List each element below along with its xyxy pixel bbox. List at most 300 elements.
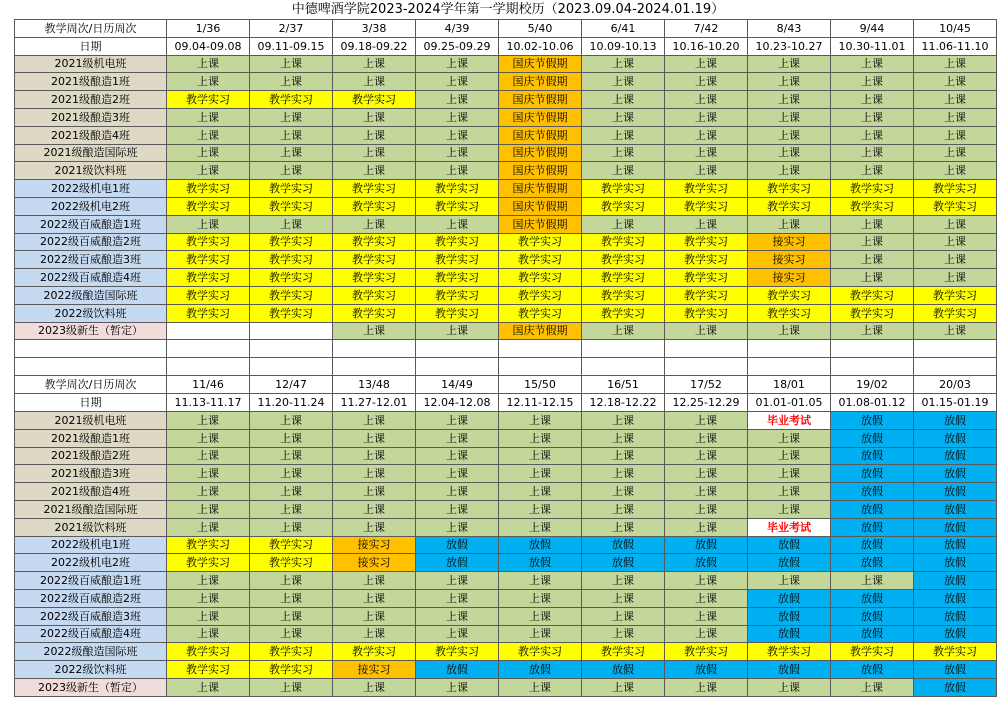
class-row bbox=[15, 144, 997, 162]
schedule-cell: 上课 bbox=[499, 411, 582, 429]
class-row bbox=[15, 678, 997, 696]
schedule-cell: 上课 bbox=[582, 572, 665, 590]
date-range-cell: 12.25-12.29 bbox=[665, 394, 748, 412]
class-row bbox=[15, 233, 997, 251]
date-range-cell: 10.02-10.06 bbox=[499, 37, 582, 55]
class-name-cell: 2022级百威酿造4班 bbox=[15, 269, 167, 287]
schedule-cell: 上课 bbox=[499, 625, 582, 643]
schedule-cell: 教学实习 bbox=[582, 233, 665, 251]
schedule-cell: 接实习 bbox=[748, 251, 831, 269]
empty-cell bbox=[831, 358, 914, 376]
schedule-cell: 上课 bbox=[582, 55, 665, 73]
schedule-cell: 上课 bbox=[333, 215, 416, 233]
schedule-cell: 教学实习 bbox=[665, 180, 748, 198]
schedule-cell: 放假 bbox=[499, 554, 582, 572]
schedule-cell: 上课 bbox=[333, 108, 416, 126]
schedule-cell: 教学实习 bbox=[914, 180, 997, 198]
schedule-cell: 上课 bbox=[831, 144, 914, 162]
schedule-cell: 上课 bbox=[665, 678, 748, 696]
schedule-cell: 上课 bbox=[748, 55, 831, 73]
schedule-cell: 接实习 bbox=[748, 233, 831, 251]
schedule-cell: 上课 bbox=[582, 678, 665, 696]
schedule-cell: 上课 bbox=[167, 73, 250, 91]
schedule-cell: 上课 bbox=[914, 215, 997, 233]
schedule-cell: 教学实习 bbox=[665, 233, 748, 251]
schedule-cell: 教学实习 bbox=[333, 197, 416, 215]
schedule-cell: 教学实习 bbox=[167, 91, 250, 109]
schedule-cell: 上课 bbox=[416, 483, 499, 501]
schedule-cell: 上课 bbox=[167, 162, 250, 180]
schedule-cell: 教学实习 bbox=[416, 286, 499, 304]
class-row bbox=[15, 304, 997, 322]
schedule-cell: 教学实习 bbox=[582, 269, 665, 287]
class-name-cell: 2021级机电班 bbox=[15, 411, 167, 429]
class-name-cell: 2022级机电2班 bbox=[15, 554, 167, 572]
schedule-cell: 教学实习 bbox=[250, 233, 333, 251]
schedule-cell: 国庆节假期 bbox=[499, 73, 582, 91]
schedule-cell: 上课 bbox=[167, 447, 250, 465]
schedule-cell: 教学实习 bbox=[416, 251, 499, 269]
class-row bbox=[15, 180, 997, 198]
schedule-cell: 上课 bbox=[665, 625, 748, 643]
schedule-cell: 教学实习 bbox=[499, 304, 582, 322]
schedule-cell: 教学实习 bbox=[333, 643, 416, 661]
date-header-label: 日期 bbox=[15, 394, 167, 412]
schedule-cell: 上课 bbox=[416, 678, 499, 696]
schedule-cell: 国庆节假期 bbox=[499, 197, 582, 215]
week-number-cell: 13/48 bbox=[333, 376, 416, 394]
schedule-cell: 上课 bbox=[665, 447, 748, 465]
schedule-cell: 教学实习 bbox=[250, 643, 333, 661]
class-name-cell: 2021级酿造国际班 bbox=[15, 144, 167, 162]
schedule-cell: 上课 bbox=[167, 589, 250, 607]
schedule-cell: 上课 bbox=[582, 411, 665, 429]
date-range-cell: 09.18-09.22 bbox=[333, 37, 416, 55]
schedule-cell: 上课 bbox=[333, 322, 416, 340]
class-row bbox=[15, 108, 997, 126]
date-range-cell: 10.09-10.13 bbox=[582, 37, 665, 55]
schedule-cell: 放假 bbox=[748, 554, 831, 572]
schedule-cell: 放假 bbox=[831, 500, 914, 518]
schedule-cell: 放假 bbox=[665, 661, 748, 679]
schedule-cell: 教学实习 bbox=[416, 643, 499, 661]
schedule-cell: 教学实习 bbox=[416, 304, 499, 322]
schedule-cell: 上课 bbox=[333, 625, 416, 643]
schedule-cell: 上课 bbox=[748, 126, 831, 144]
schedule-cell: 放假 bbox=[831, 447, 914, 465]
schedule-cell: 教学实习 bbox=[250, 536, 333, 554]
class-name-cell: 2022级百威酿造2班 bbox=[15, 589, 167, 607]
schedule-cell: 上课 bbox=[167, 607, 250, 625]
class-name-cell: 2022级酿造国际班 bbox=[15, 643, 167, 661]
schedule-cell: 上课 bbox=[914, 322, 997, 340]
schedule-cell: 上课 bbox=[416, 589, 499, 607]
schedule-cell: 上课 bbox=[665, 73, 748, 91]
schedule-cell: 上课 bbox=[167, 465, 250, 483]
schedule-cell: 教学实习 bbox=[167, 643, 250, 661]
class-name-cell: 2021级酿造国际班 bbox=[15, 500, 167, 518]
class-name-cell: 2021级酿造1班 bbox=[15, 429, 167, 447]
schedule-cell: 教学实习 bbox=[665, 286, 748, 304]
schedule-cell: 上课 bbox=[416, 162, 499, 180]
date-header-row bbox=[15, 394, 997, 412]
schedule-cell: 教学实习 bbox=[665, 304, 748, 322]
empty-cell bbox=[582, 358, 665, 376]
schedule-cell: 上课 bbox=[499, 500, 582, 518]
week-header-label: 教学周次/日历周次 bbox=[15, 20, 167, 38]
class-name-cell: 2021级酿造2班 bbox=[15, 447, 167, 465]
schedule-cell: 上课 bbox=[333, 518, 416, 536]
week-header-row bbox=[15, 376, 997, 394]
class-row bbox=[15, 55, 997, 73]
schedule-cell: 教学实习 bbox=[167, 286, 250, 304]
schedule-cell: 教学实习 bbox=[167, 661, 250, 679]
schedule-cell: 上课 bbox=[499, 483, 582, 501]
schedule-cell: 教学实习 bbox=[748, 286, 831, 304]
schedule-cell: 上课 bbox=[250, 162, 333, 180]
week-number-cell: 20/03 bbox=[914, 376, 997, 394]
class-row bbox=[15, 465, 997, 483]
schedule-cell: 上课 bbox=[582, 126, 665, 144]
schedule-cell: 上课 bbox=[167, 518, 250, 536]
schedule-cell: 教学实习 bbox=[167, 233, 250, 251]
schedule-cell: 上课 bbox=[499, 607, 582, 625]
class-row bbox=[15, 91, 997, 109]
schedule-cell: 教学实习 bbox=[333, 180, 416, 198]
schedule-cell: 上课 bbox=[333, 73, 416, 91]
schedule-cell: 教学实习 bbox=[250, 197, 333, 215]
schedule-cell: 上课 bbox=[416, 55, 499, 73]
schedule-cell: 上课 bbox=[416, 108, 499, 126]
schedule-cell: 教学实习 bbox=[250, 661, 333, 679]
schedule-cell: 上课 bbox=[250, 625, 333, 643]
schedule-cell: 上课 bbox=[499, 465, 582, 483]
schedule-cell: 上课 bbox=[167, 572, 250, 590]
schedule-cell: 上课 bbox=[333, 465, 416, 483]
schedule-cell: 上课 bbox=[748, 215, 831, 233]
schedule-cell: 放假 bbox=[665, 536, 748, 554]
schedule-cell: 放假 bbox=[914, 661, 997, 679]
class-row bbox=[15, 215, 997, 233]
schedule-cell: 教学实习 bbox=[167, 269, 250, 287]
week-number-cell: 12/47 bbox=[250, 376, 333, 394]
class-name-cell: 2022级饮料班 bbox=[15, 661, 167, 679]
class-name-cell: 2021级饮料班 bbox=[15, 518, 167, 536]
schedule-cell: 教学实习 bbox=[499, 643, 582, 661]
schedule-cell: 教学实习 bbox=[416, 197, 499, 215]
schedule-cell: 放假 bbox=[831, 607, 914, 625]
schedule-cell: 上课 bbox=[665, 91, 748, 109]
schedule-cell: 上课 bbox=[167, 108, 250, 126]
week-number-cell: 15/50 bbox=[499, 376, 582, 394]
schedule-cell: 国庆节假期 bbox=[499, 144, 582, 162]
spacer-row bbox=[15, 358, 997, 376]
class-row bbox=[15, 411, 997, 429]
page-title: 中德啤酒学院2023-2024学年第一学期校历（2023.09.04-2024.01.19） bbox=[291, 2, 725, 17]
schedule-cell: 上课 bbox=[499, 589, 582, 607]
schedule-cell: 上课 bbox=[416, 322, 499, 340]
week-number-cell: 18/01 bbox=[748, 376, 831, 394]
schedule-cell: 上课 bbox=[582, 500, 665, 518]
schedule-cell: 上课 bbox=[665, 429, 748, 447]
schedule-cell: 放假 bbox=[582, 554, 665, 572]
date-range-cell: 12.11-12.15 bbox=[499, 394, 582, 412]
schedule-cell: 上课 bbox=[665, 607, 748, 625]
week-number-cell: 5/40 bbox=[499, 20, 582, 38]
schedule-cell: 上课 bbox=[250, 678, 333, 696]
class-row bbox=[15, 197, 997, 215]
schedule-cell: 教学实习 bbox=[167, 554, 250, 572]
schedule-cell: 上课 bbox=[167, 411, 250, 429]
schedule-cell: 放假 bbox=[914, 536, 997, 554]
schedule-cell: 放假 bbox=[914, 607, 997, 625]
empty-cell bbox=[15, 340, 167, 358]
schedule-cell: 上课 bbox=[831, 55, 914, 73]
schedule-cell: 放假 bbox=[416, 661, 499, 679]
schedule-cell: 国庆节假期 bbox=[499, 215, 582, 233]
schedule-cell: 教学实习 bbox=[250, 91, 333, 109]
date-header-row bbox=[15, 37, 997, 55]
schedule-cell: 接实习 bbox=[748, 269, 831, 287]
schedule-cell: 教学实习 bbox=[748, 180, 831, 198]
schedule-cell: 国庆节假期 bbox=[499, 108, 582, 126]
class-name-cell: 2021级机电班 bbox=[15, 55, 167, 73]
schedule-cell: 教学实习 bbox=[665, 197, 748, 215]
class-name-cell: 2021级饮料班 bbox=[15, 162, 167, 180]
date-header-label: 日期 bbox=[15, 37, 167, 55]
class-row bbox=[15, 286, 997, 304]
schedule-cell: 教学实习 bbox=[831, 197, 914, 215]
schedule-cell: 上课 bbox=[333, 589, 416, 607]
schedule-cell: 上课 bbox=[748, 108, 831, 126]
schedule-cell: 上课 bbox=[665, 215, 748, 233]
empty-cell bbox=[831, 340, 914, 358]
class-row bbox=[15, 536, 997, 554]
schedule-cell: 上课 bbox=[416, 73, 499, 91]
schedule-cell: 上课 bbox=[499, 518, 582, 536]
schedule-cell: 上课 bbox=[831, 233, 914, 251]
class-name-cell: 2022级百威酿造2班 bbox=[15, 233, 167, 251]
empty-cell bbox=[914, 340, 997, 358]
schedule-cell: 上课 bbox=[914, 126, 997, 144]
schedule-cell: 教学实习 bbox=[831, 286, 914, 304]
schedule-cell: 上课 bbox=[333, 607, 416, 625]
schedule-cell: 上课 bbox=[748, 144, 831, 162]
schedule-cell: 接实习 bbox=[333, 661, 416, 679]
schedule-cell: 教学实习 bbox=[167, 304, 250, 322]
date-range-cell: 09.04-09.08 bbox=[167, 37, 250, 55]
class-name-cell: 2022级百威酿造1班 bbox=[15, 215, 167, 233]
class-name-cell: 2022级酿造国际班 bbox=[15, 286, 167, 304]
week-number-cell: 11/46 bbox=[167, 376, 250, 394]
schedule-cell: 教学实习 bbox=[250, 269, 333, 287]
schedule-cell: 教学实习 bbox=[333, 233, 416, 251]
schedule-cell: 上课 bbox=[831, 91, 914, 109]
week-number-cell: 9/44 bbox=[831, 20, 914, 38]
class-row bbox=[15, 500, 997, 518]
schedule-cell: 上课 bbox=[831, 215, 914, 233]
schedule-cell: 教学实习 bbox=[333, 286, 416, 304]
schedule-cell: 上课 bbox=[831, 162, 914, 180]
class-name-cell: 2021级酿造1班 bbox=[15, 73, 167, 91]
empty-cell bbox=[416, 358, 499, 376]
class-row bbox=[15, 625, 997, 643]
class-row bbox=[15, 483, 997, 501]
schedule-cell: 上课 bbox=[914, 144, 997, 162]
schedule-cell: 上课 bbox=[250, 215, 333, 233]
schedule-cell: 教学实习 bbox=[831, 180, 914, 198]
class-row bbox=[15, 73, 997, 91]
schedule-cell: 教学实习 bbox=[831, 304, 914, 322]
empty-cell bbox=[250, 358, 333, 376]
schedule-cell: 教学实习 bbox=[748, 643, 831, 661]
schedule-cell: 教学实习 bbox=[333, 269, 416, 287]
date-range-cell: 01.15-01.19 bbox=[914, 394, 997, 412]
schedule-cell: 上课 bbox=[333, 144, 416, 162]
schedule-cell: 教学实习 bbox=[250, 251, 333, 269]
schedule-cell: 上课 bbox=[914, 269, 997, 287]
schedule-cell: 教学实习 bbox=[499, 251, 582, 269]
schedule-cell: 教学实习 bbox=[582, 304, 665, 322]
spacer-row bbox=[15, 340, 997, 358]
schedule-cell: 上课 bbox=[582, 91, 665, 109]
schedule-cell: 上课 bbox=[499, 572, 582, 590]
schedule-cell: 上课 bbox=[831, 572, 914, 590]
schedule-cell: 教学实习 bbox=[250, 554, 333, 572]
schedule-cell: 上课 bbox=[167, 55, 250, 73]
schedule-cell: 放假 bbox=[914, 447, 997, 465]
schedule-cell: 上课 bbox=[250, 55, 333, 73]
schedule-cell: 上课 bbox=[665, 411, 748, 429]
date-range-cell: 11.20-11.24 bbox=[250, 394, 333, 412]
schedule-cell: 放假 bbox=[831, 429, 914, 447]
schedule-cell: 教学实习 bbox=[333, 304, 416, 322]
schedule-cell: 教学实习 bbox=[167, 251, 250, 269]
schedule-cell: 上课 bbox=[748, 572, 831, 590]
class-name-cell: 2022级百威酿造3班 bbox=[15, 251, 167, 269]
schedule-cell: 上课 bbox=[748, 429, 831, 447]
week-number-cell: 17/52 bbox=[665, 376, 748, 394]
week-number-cell: 8/43 bbox=[748, 20, 831, 38]
schedule-cell: 上课 bbox=[333, 429, 416, 447]
schedule-cell: 放假 bbox=[914, 500, 997, 518]
schedule-cell: 上课 bbox=[831, 108, 914, 126]
empty-cell bbox=[250, 340, 333, 358]
week-number-cell: 19/02 bbox=[831, 376, 914, 394]
schedule-cell: 教学实习 bbox=[499, 286, 582, 304]
schedule-cell: 教学实习 bbox=[914, 286, 997, 304]
week-number-cell: 16/51 bbox=[582, 376, 665, 394]
class-name-cell: 2021级酿造2班 bbox=[15, 91, 167, 109]
schedule-cell: 毕业考试 bbox=[748, 518, 831, 536]
date-range-cell: 09.25-09.29 bbox=[416, 37, 499, 55]
schedule-cell: 接实习 bbox=[333, 536, 416, 554]
schedule-cell: 上课 bbox=[416, 126, 499, 144]
schedule-cell: 上课 bbox=[748, 73, 831, 91]
date-range-cell: 12.18-12.22 bbox=[582, 394, 665, 412]
schedule-cell: 上课 bbox=[665, 126, 748, 144]
schedule-cell: 上课 bbox=[914, 91, 997, 109]
schedule-cell: 上课 bbox=[333, 411, 416, 429]
schedule-cell: 教学实习 bbox=[914, 643, 997, 661]
schedule-cell: 教学实习 bbox=[499, 269, 582, 287]
schedule-cell: 放假 bbox=[499, 536, 582, 554]
schedule-cell: 国庆节假期 bbox=[499, 126, 582, 144]
schedule-cell: 上课 bbox=[167, 678, 250, 696]
schedule-cell: 上课 bbox=[831, 251, 914, 269]
schedule-cell: 上课 bbox=[582, 625, 665, 643]
schedule-cell: 上课 bbox=[167, 483, 250, 501]
schedule-cell: 上课 bbox=[748, 465, 831, 483]
schedule-cell: 教学实习 bbox=[914, 197, 997, 215]
schedule-cell: 上课 bbox=[333, 572, 416, 590]
schedule-cell: 上课 bbox=[748, 322, 831, 340]
class-name-cell: 2022级饮料班 bbox=[15, 304, 167, 322]
week-number-cell: 7/42 bbox=[665, 20, 748, 38]
schedule-cell: 上课 bbox=[250, 126, 333, 144]
date-range-cell: 12.04-12.08 bbox=[416, 394, 499, 412]
schedule-cell: 放假 bbox=[831, 625, 914, 643]
schedule-cell bbox=[167, 322, 250, 340]
schedule-cell: 教学实习 bbox=[748, 304, 831, 322]
schedule-cell: 上课 bbox=[582, 215, 665, 233]
schedule-cell: 上课 bbox=[250, 500, 333, 518]
schedule-cell: 放假 bbox=[831, 465, 914, 483]
class-name-cell: 2021级酿造4班 bbox=[15, 483, 167, 501]
schedule-cell: 上课 bbox=[250, 589, 333, 607]
empty-cell bbox=[499, 358, 582, 376]
week-number-cell: 6/41 bbox=[582, 20, 665, 38]
schedule-cell: 上课 bbox=[416, 411, 499, 429]
week-number-cell: 1/36 bbox=[167, 20, 250, 38]
class-name-cell: 2022级百威酿造4班 bbox=[15, 625, 167, 643]
schedule-cell: 上课 bbox=[416, 518, 499, 536]
schedule-cell: 教学实习 bbox=[167, 197, 250, 215]
schedule-cell: 教学实习 bbox=[582, 197, 665, 215]
schedule-cell: 教学实习 bbox=[582, 251, 665, 269]
class-name-cell: 2021级酿造3班 bbox=[15, 465, 167, 483]
schedule-cell: 教学实习 bbox=[250, 304, 333, 322]
schedule-cell: 上课 bbox=[665, 322, 748, 340]
class-row bbox=[15, 518, 997, 536]
week-number-cell: 4/39 bbox=[416, 20, 499, 38]
schedule-cell: 教学实习 bbox=[665, 251, 748, 269]
schedule-cell: 放假 bbox=[582, 661, 665, 679]
schedule-cell: 上课 bbox=[665, 162, 748, 180]
schedule-cell: 上课 bbox=[167, 500, 250, 518]
schedule-cell: 上课 bbox=[914, 55, 997, 73]
schedule-cell: 上课 bbox=[499, 429, 582, 447]
schedule-cell: 上课 bbox=[914, 108, 997, 126]
schedule-cell: 放假 bbox=[914, 589, 997, 607]
schedule-cell: 放假 bbox=[499, 661, 582, 679]
schedule-cell: 放假 bbox=[582, 536, 665, 554]
schedule-cell: 上课 bbox=[416, 625, 499, 643]
schedule-cell: 放假 bbox=[914, 625, 997, 643]
class-row bbox=[15, 126, 997, 144]
week-number-cell: 14/49 bbox=[416, 376, 499, 394]
schedule-cell: 放假 bbox=[831, 483, 914, 501]
schedule-cell: 教学实习 bbox=[416, 233, 499, 251]
schedule-cell: 放假 bbox=[748, 607, 831, 625]
schedule-cell: 教学实习 bbox=[665, 643, 748, 661]
schedule-cell: 上课 bbox=[167, 429, 250, 447]
schedule-cell: 上课 bbox=[914, 233, 997, 251]
schedule-cell: 教学实习 bbox=[748, 197, 831, 215]
schedule-cell: 上课 bbox=[499, 447, 582, 465]
schedule-cell: 上课 bbox=[831, 678, 914, 696]
schedule-cell: 上课 bbox=[665, 500, 748, 518]
